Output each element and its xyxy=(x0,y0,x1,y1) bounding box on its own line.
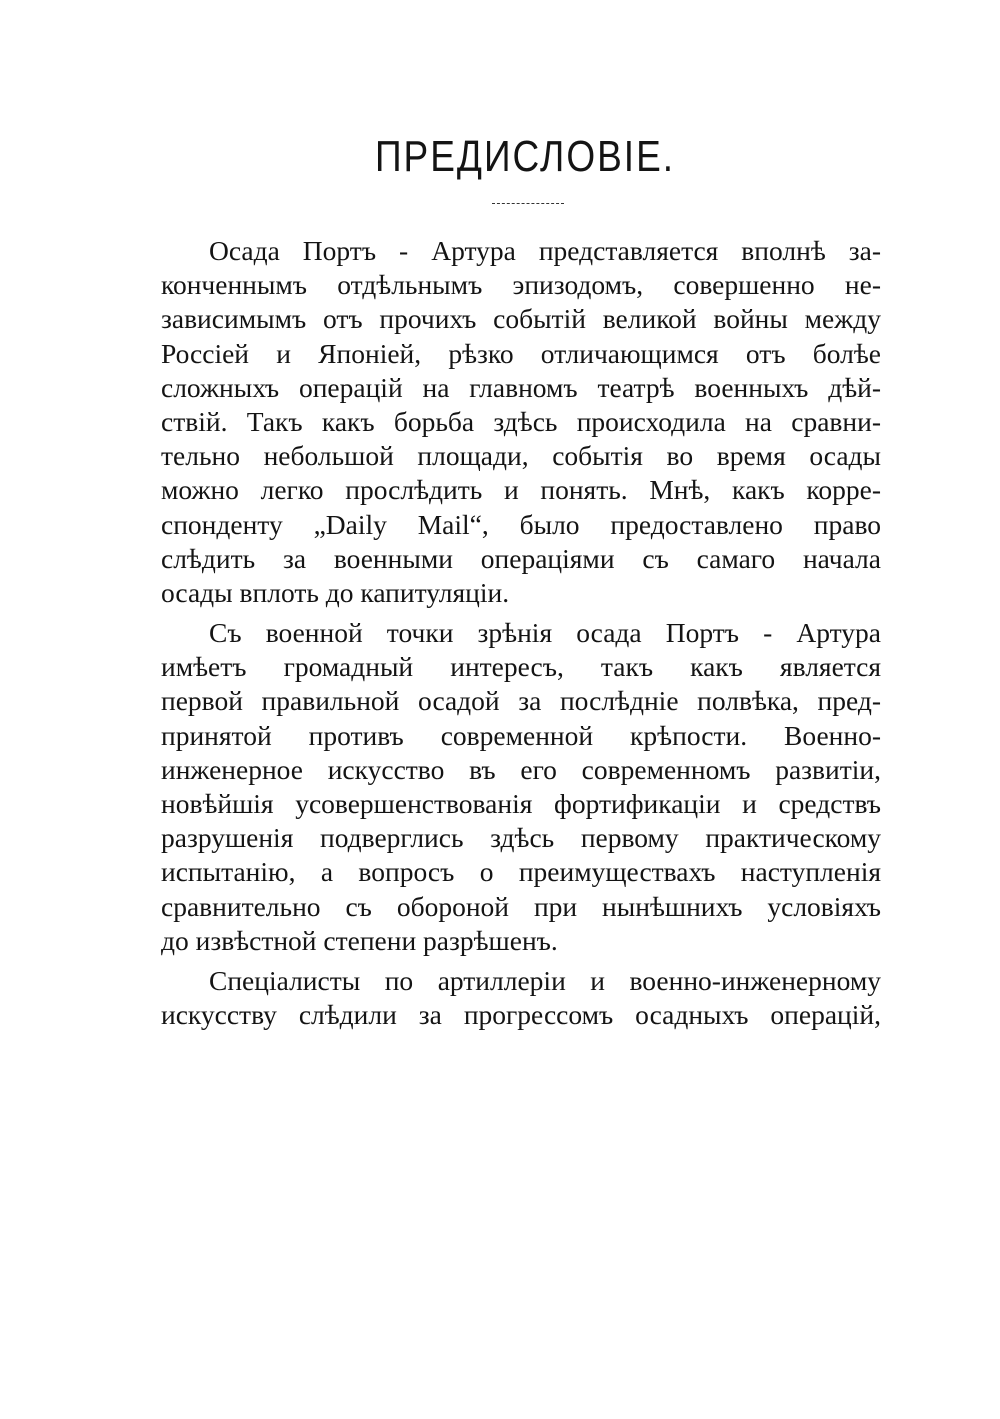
page-body xyxy=(161,234,881,1032)
text-line: принятой противъ современной крѣпости. Военно- xyxy=(161,719,881,751)
text-line: Россіей и Японіей, рѣзко отличающимся отъ болѣе xyxy=(161,337,881,369)
text-line: конченнымъ отдѣльнымъ эпизодомъ, совершенно не- xyxy=(161,269,881,301)
text-line: сравнительно съ обороной при нынѣшнихъ условіяхъ xyxy=(161,890,881,922)
text-line: осады вплоть до капитуляціи. xyxy=(161,576,510,608)
text-line: спонденту „Daily Mail“, было предоставлено право xyxy=(161,508,881,540)
text-line: разрушенія подверглись здѣсь первому практическому xyxy=(161,822,881,854)
text-line: Осада Портъ - Артура представляется вполнѣ за- xyxy=(209,235,881,266)
text-line: ствій. Такъ какъ борьба здѣсь происходила на сравни- xyxy=(161,405,881,437)
text-line: до извѣстной степени разрѣшенъ. xyxy=(161,924,558,956)
paragraph-1 xyxy=(161,234,881,610)
text-line: искусству слѣдили за прогрессомъ осадныхъ операцій, xyxy=(161,999,881,1031)
text-line: испытанію, а вопросъ о преимуществахъ наступленія xyxy=(161,856,881,888)
text-line: имѣетъ громадный интересъ, такъ какъ является xyxy=(161,651,881,683)
paragraph-2 xyxy=(161,616,881,958)
text-line: инженерное искусство въ его современномъ развитіи, xyxy=(161,753,881,785)
text-line: тельно небольшой площади, событія во время осады xyxy=(161,440,881,472)
text-line: зависимымъ отъ прочихъ событій великой войны между xyxy=(161,303,881,335)
page-title: ПРЕДИСЛОВІЕ. xyxy=(374,132,676,181)
text-line: сложныхъ операцій на главномъ театрѣ военныхъ дѣй- xyxy=(161,371,881,403)
decorative-rule xyxy=(492,203,564,204)
text-line: слѣдить за военными операціями съ самаго начала xyxy=(161,542,881,574)
text-line: новѣйшія усовершенствованія фортификаціи и средствъ xyxy=(161,788,881,819)
text-line: Съ военной точки зрѣнія осада Портъ - Артура xyxy=(209,617,881,649)
paragraph-3 xyxy=(161,964,881,1032)
text-line: первой правильной осадой за послѣдніе полвѣка, пред- xyxy=(161,685,881,717)
text-line: Спеціалисты по артиллеріи и военно-инженерному xyxy=(209,964,881,996)
text-line: можно легко прослѣдить и понять. Мнѣ, какъ корре- xyxy=(161,474,881,506)
